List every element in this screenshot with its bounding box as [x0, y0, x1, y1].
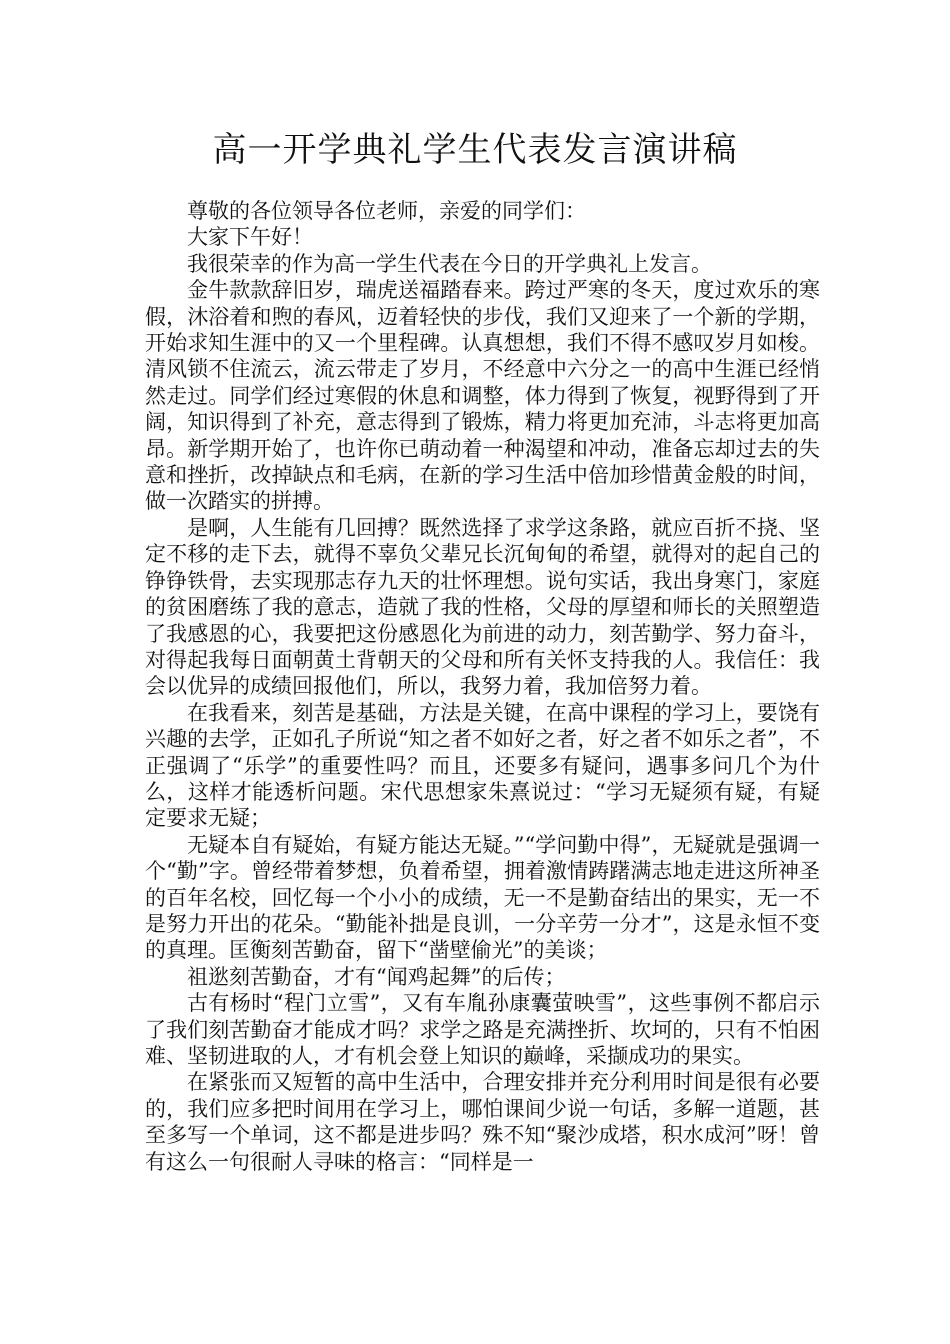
paragraph-hello: 大家下午好！	[187, 225, 313, 250]
paragraph-learning-method: 在我看来，刻苦是基础，方法是关键，在高中课程的学习上，要饶有兴趣的去学，正如孔子所说“知之者不如好之者，好之者不如乐之者”，不正强调了“乐学”的重要性吗？而且，还要多有疑问，遇事多问几个为什么，这样才能透析问题。宋代思想家朱熹说过：“学习无疑须有疑，有疑定要求无疑；	[145, 700, 820, 831]
paragraph-introduction: 我很荣幸的作为高一学生代表在今日的开学典礼上发言。	[187, 251, 712, 276]
paragraph-diligence: 无疑本自有疑始，有疑方能达无疑。”“学问勤中得”，无疑就是强调一个“勤”字。曾经带着梦想，负着希望，拥着激情踌躇满志地走进这所神圣的百年名校，回忆每一个小小的成绩，无一不是勤奋结出的果实，无一不是努力开出的花朵。“勤能补拙是良训，一分辛劳一分才”，这是永恒不变的真理。匡衡刻苦勤奋，留下“凿壁偷光”的美谈；	[145, 832, 820, 963]
document-body	[145, 198, 820, 1175]
paragraph-time-management: 在紧张而又短暂的高中生活中，合理安排并充分利用时间是很有必要的，我们应多把时间用在学习上，哪怕课间少说一句话，多解一道题，甚至多写一个单词，这不都是进步吗？殊不知“聚沙成塔，积水成河”呀！曾有这么一句很耐人寻味的格言：“同样是一	[145, 1070, 820, 1174]
paragraph-greeting: 尊敬的各位领导各位老师，亲爱的同学们：	[187, 199, 586, 223]
paragraph-new-semester: 金牛款款辞旧岁，瑞虎送福踏春来。跨过严寒的冬天，度过欢乐的寒假，沐浴着和煦的春风，迈着轻快的步伐，我们又迎来了一个新的学期，开始求知生涯中的又一个里程碑。认真想想，我们不得不感叹岁月如梭。清风锁不住流云，流云带走了岁月，不经意中六分之一的高中生涯已经悄然走过。同学们经过寒假的休息和调整，体力得到了恢复，视野得到了开阔，知识得到了补充，意志得到了锻炼，精力将更加充沛，斗志将更加高昂。新学期开始了，也许你已萌动着一种渴望和冲动，准备忘却过去的失意和挫折，改掉缺点和毛病，在新的学习生活中倍加珍惜黄金般的时间，做一次踏实的拼搏。	[145, 278, 820, 514]
document-title: 高一开学典礼学生代表发言演讲稿	[212, 130, 738, 170]
paragraph-persistence: 是啊，人生能有几回搏？既然选择了求学这条路，就应百折不挠、坚定不移的走下去，就得不辜负父辈兄长沉甸甸的希望，就得对的起自己的铮铮铁骨，去实现那志存九天的壮怀理想。说句实话，我出身寒门，家庭的贫困磨练了我的意志，造就了我的性格，父母的厚望和师长的关照塑造了我感恩的心，我要把这份感恩化为前进的动力，刻苦勤学、努力奋斗，对得起我每日面朝黄土背朝天的父母和所有关怀支持我的人。我信任：我会以优异的成绩回报他们，所以，我努力着，我加倍努力着。	[145, 515, 820, 699]
paragraph-zu-ti: 祖逖刻苦勤奋，才有“闻鸡起舞”的后传；	[187, 964, 566, 989]
paragraph-ancient-examples: 古有杨时“程门立雪”，又有车胤孙康囊萤映雪”，这些事例不都启示了我们刻苦勤奋才能成才吗？求学之路是充满挫折、坎坷的，只有不怕困难、坚韧进取的人，才有机会登上知识的巅峰，采撷成功的果实。	[145, 991, 820, 1068]
